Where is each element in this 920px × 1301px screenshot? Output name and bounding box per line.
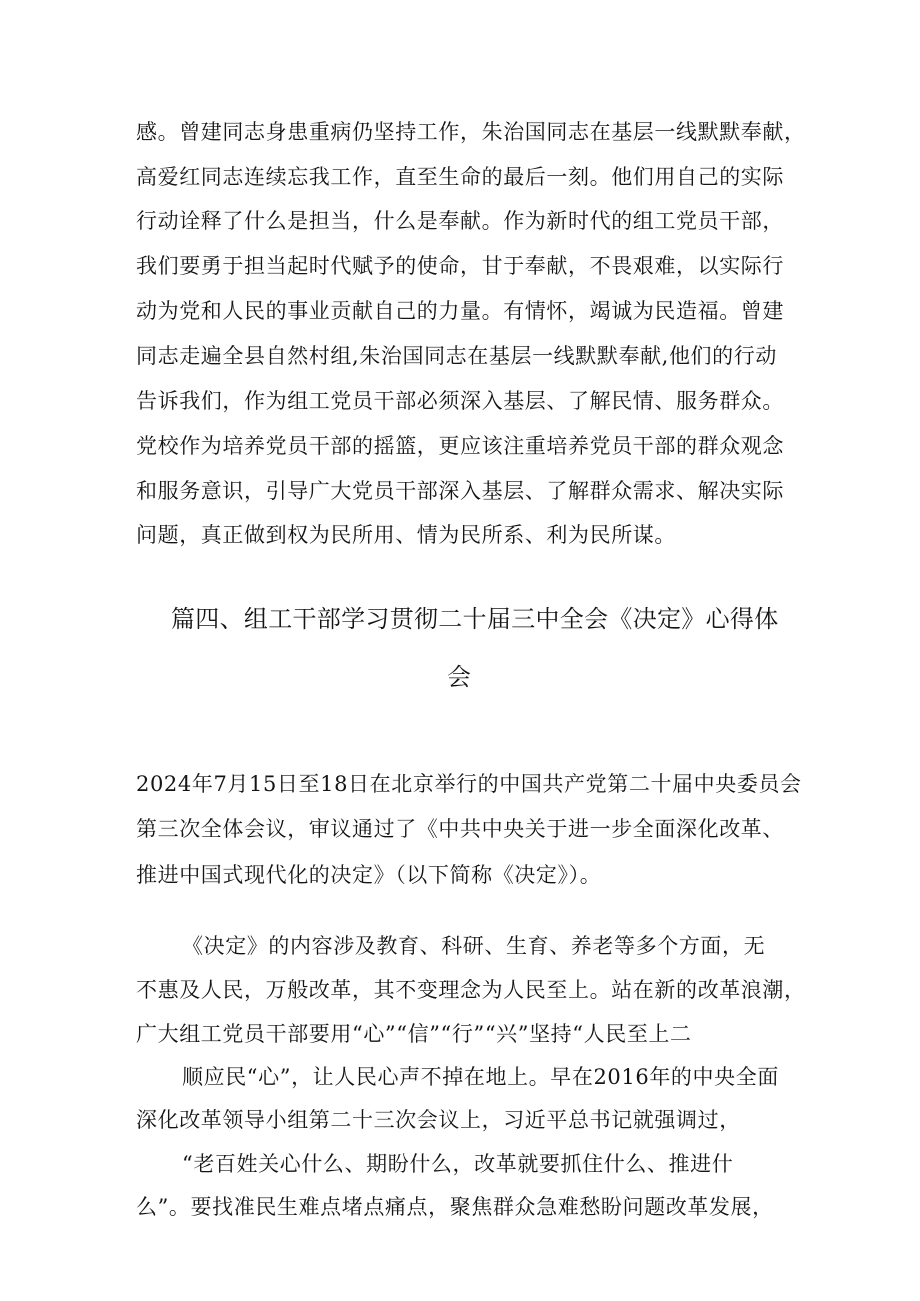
text-line: 党校作为培养党员干部的摇篮，更应该注重培养党员干部的群众观念 xyxy=(136,434,784,458)
text-line: 不惠及人民，万般改革，其不变理念为人民至上。站在新的改革浪潮， xyxy=(136,978,806,1002)
text-line: 告诉我们，作为组工党员干部必须深入基层、了解民情、服务群众。 xyxy=(136,389,784,413)
text-line: 么”。要找准民生难点堵点痛点，聚焦群众急难愁盼问题改革发展， xyxy=(136,1195,774,1219)
text-line: 2024年7月15日至18日在北京举行的中国共产党第二十届中央委员会 xyxy=(136,772,802,796)
section-heading-line-1: 篇四、组工干部学习贯彻二十届三中全会《决定》心得体 xyxy=(171,605,779,633)
text-line: 同志走遍全县自然村组,朱治国同志在基层一线默默奉献,他们的行动 xyxy=(136,344,777,368)
text-line: 推进中国式现代化的决定》（以下简称《决定》）。 xyxy=(136,863,602,887)
text-line: 问题，真正做到权为民所用、情为民所系、利为民所谋。 xyxy=(136,523,676,547)
text-line: 广大组工党员干部要用“心”“信”“行”“兴”坚持“人民至上二 xyxy=(136,1022,692,1046)
text-line: 感。曾建同志身患重病仍坚持工作，朱治国同志在基层一线默默奉献， xyxy=(136,120,806,144)
section-heading-line-2: 会 xyxy=(447,663,472,691)
text-line: 顺应民“心”，让人民心声不掉在地上。早在2016年的中央全面 xyxy=(182,1065,779,1089)
text-line: 我们要勇于担当起时代赋予的使命，甘于奉献，不畏艰难，以实际行 xyxy=(136,254,784,278)
text-line: 《决定》的内容涉及教育、科研、生育、养老等多个方面，无 xyxy=(182,934,766,958)
text-line: 深化改革领导小组第二十三次会议上，习近平总书记就强调过， xyxy=(136,1108,741,1132)
text-line: 高爱红同志连续忘我工作，直至生命的最后一刻。他们用自己的实际 xyxy=(136,165,784,189)
text-line: “老百姓关心什么、期盼什么，改革就要抓住什么、推进什 xyxy=(182,1152,734,1176)
text-line: 第三次全体会议，审议通过了《中共中央关于进一步全面深化改革、 xyxy=(136,817,784,841)
text-line: 动为党和人民的事业贡献自己的力量。有情怀，竭诚为民造福。曾建 xyxy=(136,299,784,323)
text-line: 行动诠释了什么是担当，什么是奉献。作为新时代的组工党员干部， xyxy=(136,209,784,233)
text-line: 和服务意识，引导广大党员干部深入基层、了解群众需求、解决实际 xyxy=(136,479,784,503)
